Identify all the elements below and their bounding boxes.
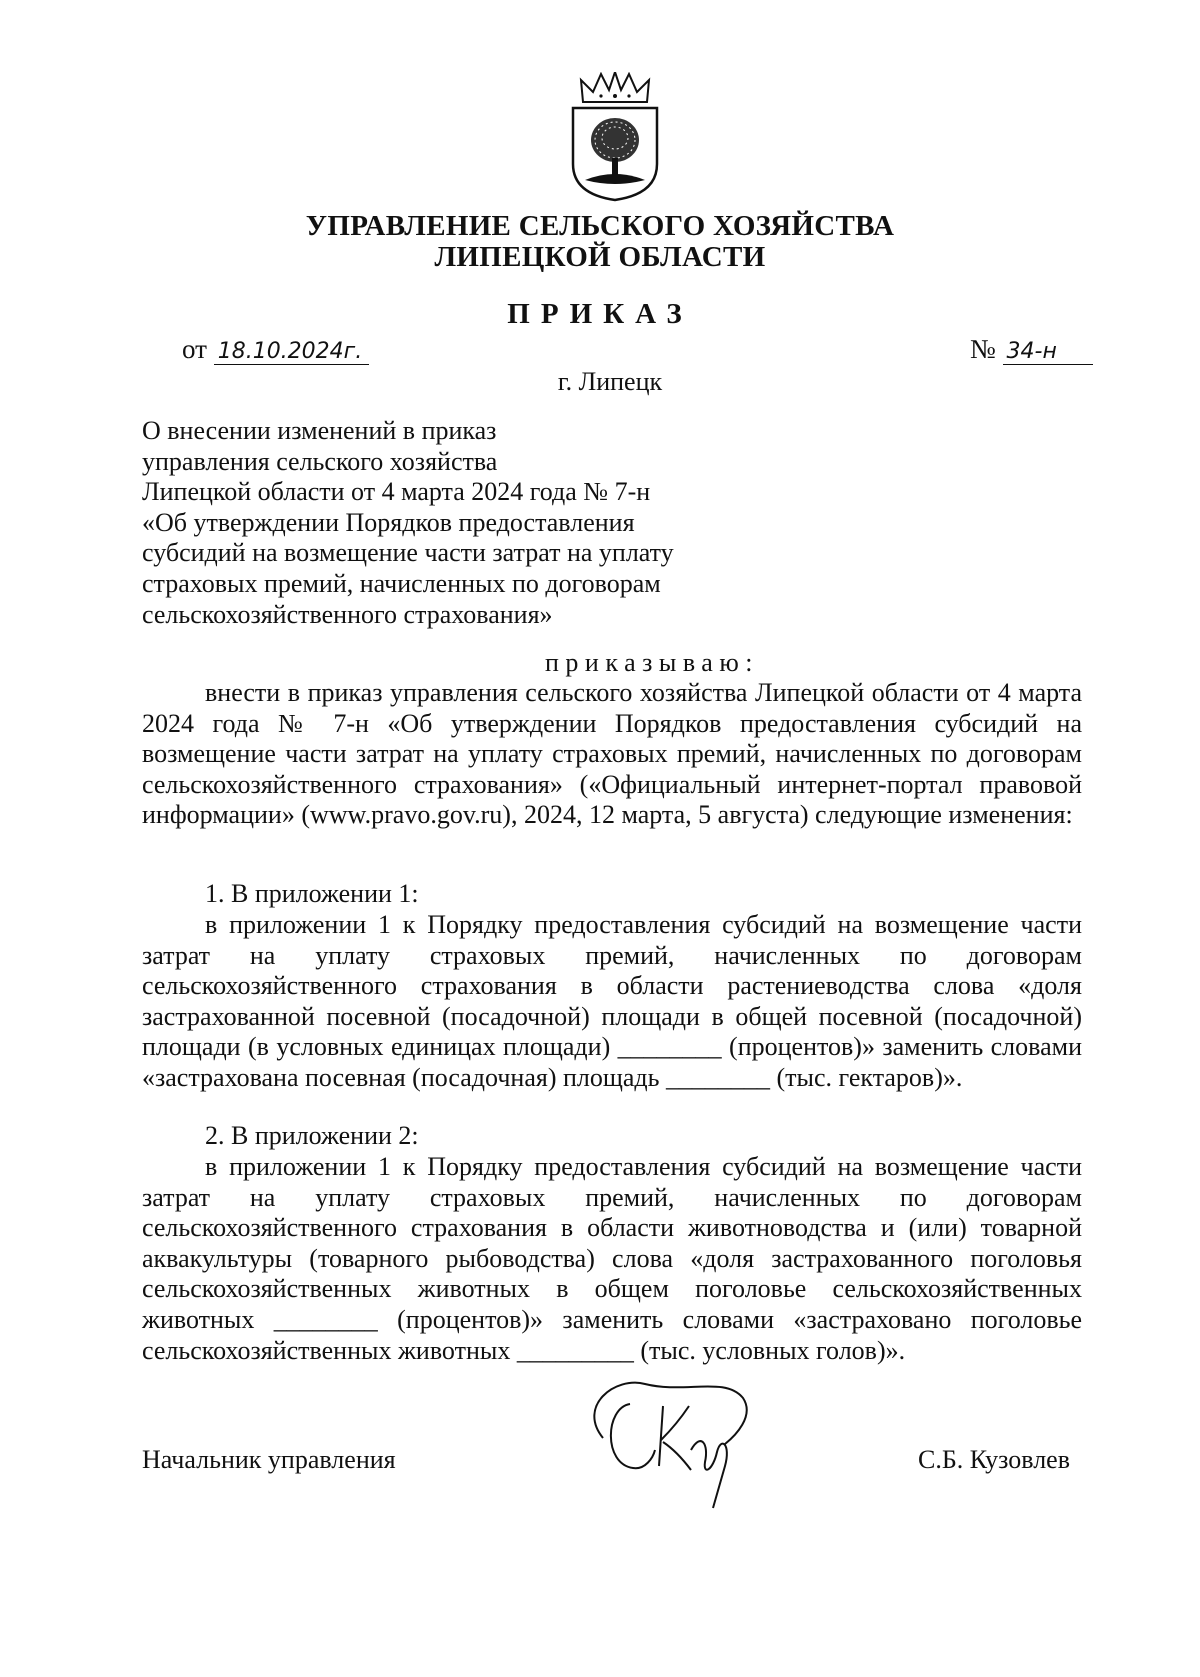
section-2-heading-block (142, 1121, 1082, 1152)
section-2-heading: 2. В приложении 2: (205, 1121, 419, 1150)
date-prefix: от (182, 334, 207, 364)
section-2-text: в приложении 1 к Порядку предоставления субсидий на возмещение части затрат на уплату страховых премий, начисленных по договорам сельскохозяйственного страхования в области животноводства и (или) товарной аквакультуры (товарного рыбоводства) слова «доля застрахованного поголовья сельскохозяйственных животных в общем поголовье сельскохозяйственных животных ________ (процентов)» заменить словами «застраховано поголовье сельскохозяйственных животных _________ (тыс. условных голов)». (142, 1152, 1082, 1365)
section-1-heading: 1. В приложении 1: (205, 879, 419, 908)
subject-line: О внесении изменений в приказ (142, 416, 497, 445)
section-2-block (142, 1152, 1082, 1366)
subject-line: управления сельского хозяйства (142, 446, 498, 476)
order-number (970, 334, 1093, 365)
section-1-block (142, 910, 1082, 1094)
section-1-heading-block (142, 879, 1082, 910)
order-subject (142, 416, 762, 630)
date-value: 18.10.2024г. (214, 339, 369, 365)
order-word: приказываю: (545, 648, 759, 677)
subject-line: сельскохозяйственного страхования» (142, 599, 553, 629)
document-type: ПРИКАЗ (507, 298, 693, 330)
number-prefix: № (970, 334, 996, 364)
organization-name-line2: ЛИПЕЦКОЙ ОБЛАСТИ (434, 241, 766, 273)
coat-of-arms-icon (563, 72, 667, 202)
organization-name-line1: УПРАВЛЕНИЕ СЕЛЬСКОГО ХОЗЯЙСТВА (305, 210, 895, 242)
signature-icon (575, 1366, 755, 1511)
number-value: 34-н (1003, 339, 1093, 365)
intro-text: внести в приказ управления сельского хозяйства Липецкой области от 4 марта 2024 года № 7-н «Об утверждении Порядков предоставления субсидий на возмещение части затрат на уплату страховых премий, начисленных по договорам сельскохозяйственного страхования» («Официальный интернет-портал правовой информации» (www.pravo.gov.ru), 2024, 12 марта, 5 августа) следующие изменения: (142, 678, 1082, 830)
city: г. Липецк (557, 367, 663, 396)
subject-line: страховых премий, начисленных по договорам (142, 568, 661, 598)
subject-line: субсидий на возмещение части затрат на уплату (142, 538, 674, 568)
intro-paragraph (142, 678, 1082, 831)
signatory-position: Начальник управления (142, 1445, 396, 1474)
section-1-text: в приложении 1 к Порядку предоставления субсидий на возмещение части затрат на уплату страховых премий, начисленных по договорам сельскохозяйственного страхования в области растениеводства слова «доля застрахованной посевной (посадочной) площади в общей посевной (посадочной) площади (в условных единицах площади) ________ (процентов)» заменить словами «застрахована посевная (посадочная) площадь ________ (тыс. гектаров)». (142, 910, 1082, 1092)
signatory-name: С.Б. Кузовлев (918, 1445, 1071, 1474)
subject-line: «Об утверждении Порядков предоставления (142, 507, 635, 537)
order-date (182, 334, 369, 365)
subject-line: Липецкой области от 4 марта 2024 года № 7-н (142, 477, 651, 507)
